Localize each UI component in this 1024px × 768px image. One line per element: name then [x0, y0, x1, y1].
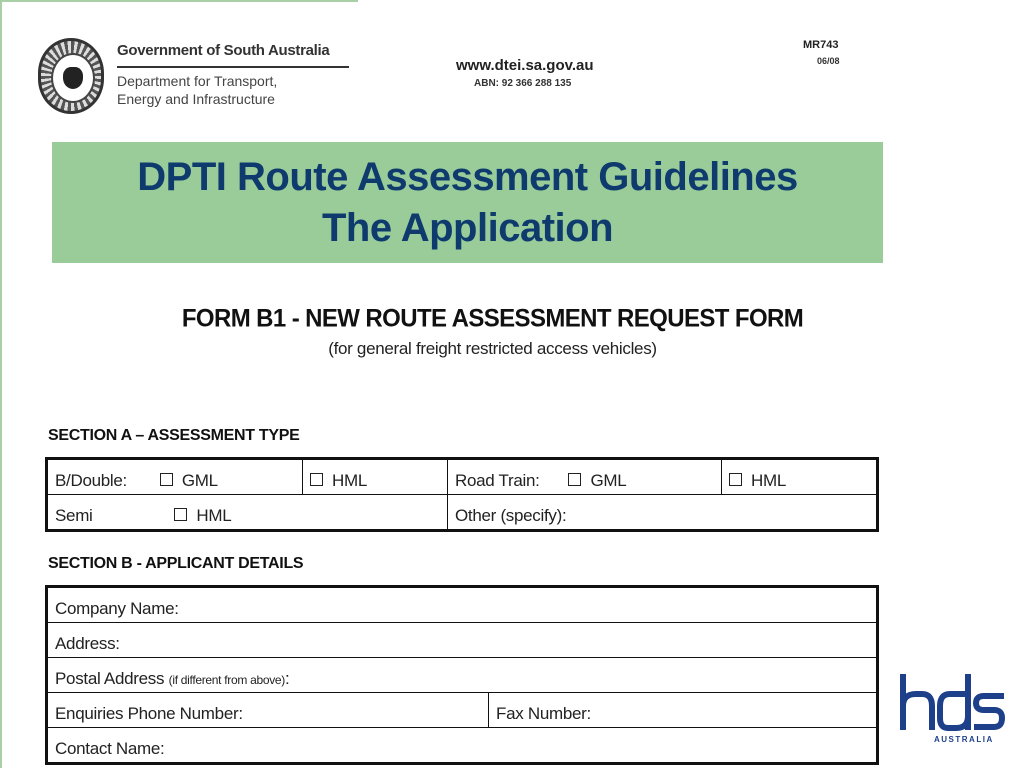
fax-field[interactable] [489, 693, 878, 728]
section-b-heading: SECTION B - APPLICANT DETAILS [48, 555, 304, 572]
slide-left-border [0, 0, 2, 768]
table-row [47, 587, 878, 623]
other-specify-field[interactable] [448, 495, 878, 531]
contact-name-label: Contact Name: [55, 739, 165, 758]
table-row [47, 459, 878, 495]
b-double-gml-label: GML [181, 471, 218, 490]
semi-hml-label: HML [196, 506, 232, 525]
hds-logo-subtitle: AUSTRALIA [934, 735, 994, 744]
b-double-cell [47, 459, 303, 495]
banner-title-line-1: DPTI Route Assessment Guidelines [137, 155, 798, 199]
postal-address-label: Postal Address [55, 669, 165, 688]
form-title: FORM B1 - NEW ROUTE ASSESSMENT REQUEST FORM [181, 304, 804, 333]
semi-hml-checkbox[interactable] [174, 508, 187, 521]
other-specify-label: Other (specify): [455, 506, 567, 525]
road-train-hml-checkbox[interactable] [729, 473, 742, 486]
contact-name-field[interactable] [47, 728, 878, 764]
table-row [47, 495, 878, 531]
form-subtitle: (for general freight restricted access vehicles) [328, 339, 657, 358]
company-name-field[interactable] [47, 587, 878, 623]
form-code: MR743 [803, 39, 839, 51]
slide-top-border [0, 0, 358, 2]
section-a-heading: SECTION A – ASSESSMENT TYPE [48, 427, 300, 444]
company-name-label: Company Name: [55, 599, 179, 618]
semi-label: Semi [55, 506, 93, 525]
sa-government-seal-icon [38, 38, 104, 114]
fax-label: Fax Number: [496, 704, 591, 723]
form-date: 06/08 [817, 56, 840, 66]
address-field[interactable] [47, 623, 878, 658]
applicant-details-table [45, 585, 879, 765]
abn-text: ABN: 92 366 288 135 [474, 78, 572, 89]
semi-cell [47, 495, 448, 531]
department-line-2: Energy and Infrastructure [117, 91, 275, 107]
road-train-gml-checkbox[interactable] [568, 473, 581, 486]
phone-field[interactable] [47, 693, 489, 728]
postal-address-note: (if different from above) [168, 673, 285, 687]
letterhead-rule [117, 66, 349, 68]
road-train-hml-cell [722, 459, 878, 495]
postal-colon: : [284, 669, 290, 688]
b-double-label: B/Double: [55, 471, 127, 490]
road-train-hml-label: HML [751, 471, 786, 490]
assessment-type-table [45, 457, 879, 532]
b-double-hml-label: HML [332, 471, 367, 490]
table-row [47, 658, 878, 693]
postal-address-field[interactable] [47, 658, 878, 693]
road-train-label: Road Train: [455, 471, 540, 490]
table-row [47, 693, 878, 728]
department-line-1: Department for Transport, [117, 73, 278, 89]
road-train-cell [448, 459, 722, 495]
road-train-gml-label: GML [590, 471, 627, 490]
address-label: Address: [55, 634, 120, 653]
piping-shrike-icon [63, 67, 83, 89]
phone-label: Enquiries Phone Number: [55, 704, 243, 723]
banner-title-line-2: The Application [321, 206, 613, 250]
website-text: www.dtei.sa.gov.au [456, 57, 594, 74]
table-row [47, 623, 878, 658]
title-banner [52, 142, 883, 263]
b-double-gml-checkbox[interactable] [160, 473, 173, 486]
b-double-hml-checkbox[interactable] [310, 473, 323, 486]
table-row [47, 728, 878, 764]
b-double-hml-cell [303, 459, 448, 495]
government-name: Government of South Australia [117, 42, 330, 59]
